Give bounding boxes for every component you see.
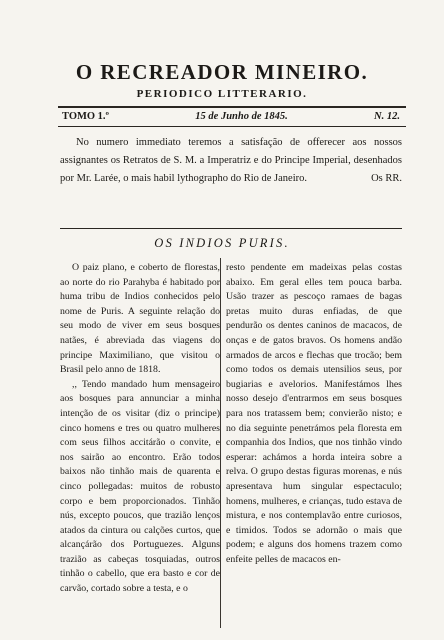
- newspaper-subtitle: PERIODICO LITTERARIO.: [136, 88, 308, 100]
- issue-number: N. 12.: [374, 111, 400, 122]
- article-paragraph: ,, Tendo mandado hum mensageiro aos bosques para annunciar a minha intenção de os visitar (diz o principe) cinco homens e tres ou quatro mulheres com seus filhos accitárão o convite, e nos sairão ao encontro. Erão todos baixos não tinhão mais de quarenta e cinco pollegadas: muitos de robusto corpo e bem proporcionados. Tinhão nús, excepto poucos, que trazião lenços atados da cintura ou calções curtos, que alcançárão dos Portuguezes. Alguns trazião as cabeças tosquiadas, outros tinhão o cabello, que era basto e cor de carvão, cortado sobre a testa, e o: [60, 378, 220, 595]
- issue-date: 15 de Junho de 1845.: [195, 111, 288, 122]
- article-column-right: [226, 261, 402, 567]
- notice-text: No numero immediato teremos a satisfação de offerecer aos nossos assignantes os Retratos de S. M. a Imperatriz e do Principe Imperial, desenhados por Mr. Larée, o mais habil lythographo do Rio de Janeiro.: [60, 137, 402, 184]
- header-rule-bottom: [58, 126, 406, 127]
- editorial-notice: [60, 134, 402, 188]
- article-heading: OS INDIOS PURIS.: [154, 236, 290, 250]
- column-divider: [220, 258, 221, 628]
- article-paragraph: resto pendente em madeixas pelas costas abaixo. Em geral elles tem pouca barba. Usão trazer as pescoço ramaes de bagas pretas muito duras enfiadas, de que pendurão os dentes caninos de macacos, de onças e de gatos bravos. Os homens andão armados de arcos e flechas que trocão; bem como todos os demais utensilios seus, por bugiarias e avelorios. Manifestámos lhes nosso desejo d'entrarmos em seus bosques para nos tratassem bem; convierão nisto; e no dia seguinte penetrámos pela floresta em companhia dos Indios, que nos tinhão vindo esperar: achámos a horda inteira sobre a relva. O grupo destas figuras morenas, e nús apresentava hum singular espectaculo; homens, mulheres, e crianças, tudo estava de mistura, e nos contemplavão entre curiosos, e timidos. Todos se adornão o mais que podem; e alguns dos homens trazem como enfeite pelles de macacos en-: [226, 262, 403, 565]
- header-rule-top: [58, 106, 406, 108]
- section-rule: [60, 228, 402, 229]
- volume-label: TOMO 1.º: [62, 111, 110, 122]
- article-paragraph: O paiz plano, e coberto de florestas, ao norte do rio Parahyba é habitado por huma tribu de Indios conhecidos pelo nome de Puris. A seguinte relação do seu modo de viver em seus bosques natães, é abreviada das viagens do principe Maximiliano, que visitou o Brasil pelo anno de 1818.: [60, 262, 220, 376]
- masthead: [0, 60, 444, 100]
- newspaper-title: O RECREADOR MINEIRO.: [75, 60, 369, 84]
- issue-info-line: [62, 111, 400, 122]
- article-column-left: [60, 261, 220, 597]
- notice-signature: Os RR.: [371, 173, 402, 184]
